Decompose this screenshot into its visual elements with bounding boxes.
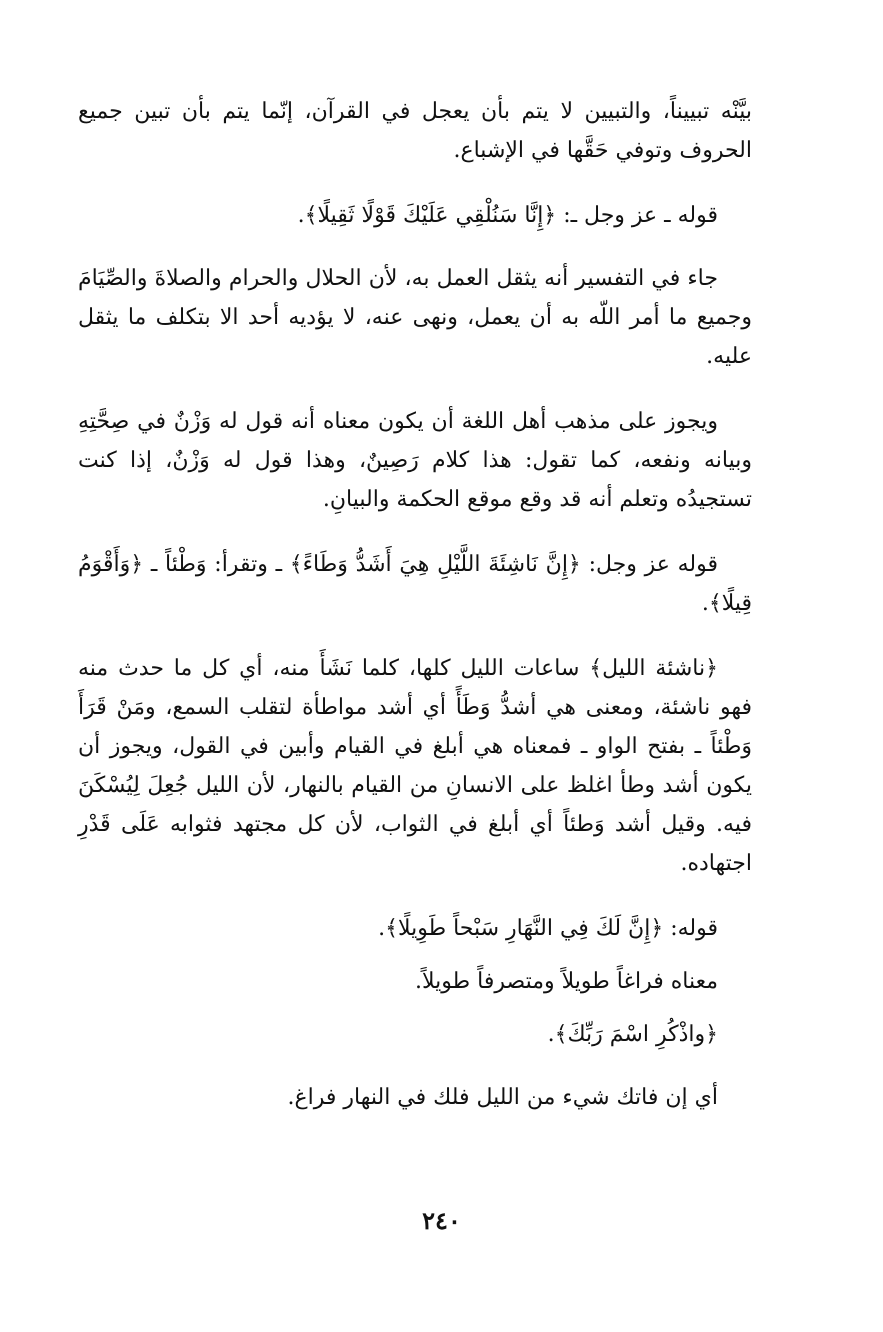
verse-heading-4: ﴿واذْكُرِ اسْمَ رَبِّكَ﴾. [547, 1022, 718, 1047]
paragraph-commentary-1: جاء في التفسير أنه يثقل العمل به، لأن الحلال والحرام والصلاةَ والصِّيَامَ وجميع ما أمر اللّه به أن يعمل، ونهى عنه، لا يؤديه أحد الا بتكلف ما يثقل عليه. [78, 266, 752, 369]
paragraph-commentary-2: ويجوز على مذهب أهل اللغة أن يكون معناه أنه قول له وَزْنٌ في صِحَّتِهِ وبيانه ونفعه، كما تقول: هذا كلام رَصِينٌ، وهذا قول له وَزْنٌ، إذا كنت تستجيدُه وتعلم أنه قد وقع موقع الحكمة والبيانِ. [78, 409, 752, 512]
verse-heading-2: قوله عز وجل: ﴿إِنَّ نَاشِئَةَ اللَّيْلِ هِيَ أَشَدُّ وَطَاءً﴾ ـ وتقرأ: وَطْئاً ـ ﴿وَأَقْوَمُ قِيلًا﴾. [78, 552, 752, 616]
page-number: ٢٤٠ [422, 1206, 461, 1235]
paragraph-final: أي إن فاتك شيء من الليل فلك في النهار فراغ. [287, 1085, 718, 1110]
verse-heading-3: قوله: ﴿إِنَّ لَكَ فِي النَّهَارِ سَبْحاً طَوِيلًا﴾. [378, 916, 718, 941]
paragraph-meaning: معناه فراغاً طويلاً ومتصرفاً طويلاً. [415, 969, 718, 994]
paragraph-continuation: بيَّنْه تبييناً، والتبيين لا يتم بأن يعجل في القرآن، إنّما يتم بأن تبين جميع الحروف وتوفي حَقَّها في الإشباع. [78, 99, 752, 163]
verse-heading-1: قوله ـ عز وجل ـ: ﴿إِنَّا سَنُلْقِي عَلَيْكَ قَوْلًا ثَقِيلًا﴾. [297, 203, 718, 228]
paragraph-commentary-3: ﴿ناشئة الليل﴾ ساعات الليل كلها، كلما نَشَأَ منه، أي كل ما حدث منه فهو ناشئة، ومعنى هي أشدُّ وَطَأً أي أشد مواطأة لتقلب السمع، ومَنْ قَرَأَ وَطْئاً ـ بفتح الواو ـ فمعناه هي أبلغ في القيام وأبين في القول، ويجوز أن يكون أشد وطأ اغلظ على الانسانِ من القيام بالنهار، لأن الليل جُعِلَ لِيُسْكَنَ فيه. وقيل أشد وَطئاً أي أبلغ في الثواب، لأن كل مجتهد فثوابه عَلَى قَدْرِ اجتهاده. [78, 656, 752, 876]
page-body [78, 92, 752, 1141]
